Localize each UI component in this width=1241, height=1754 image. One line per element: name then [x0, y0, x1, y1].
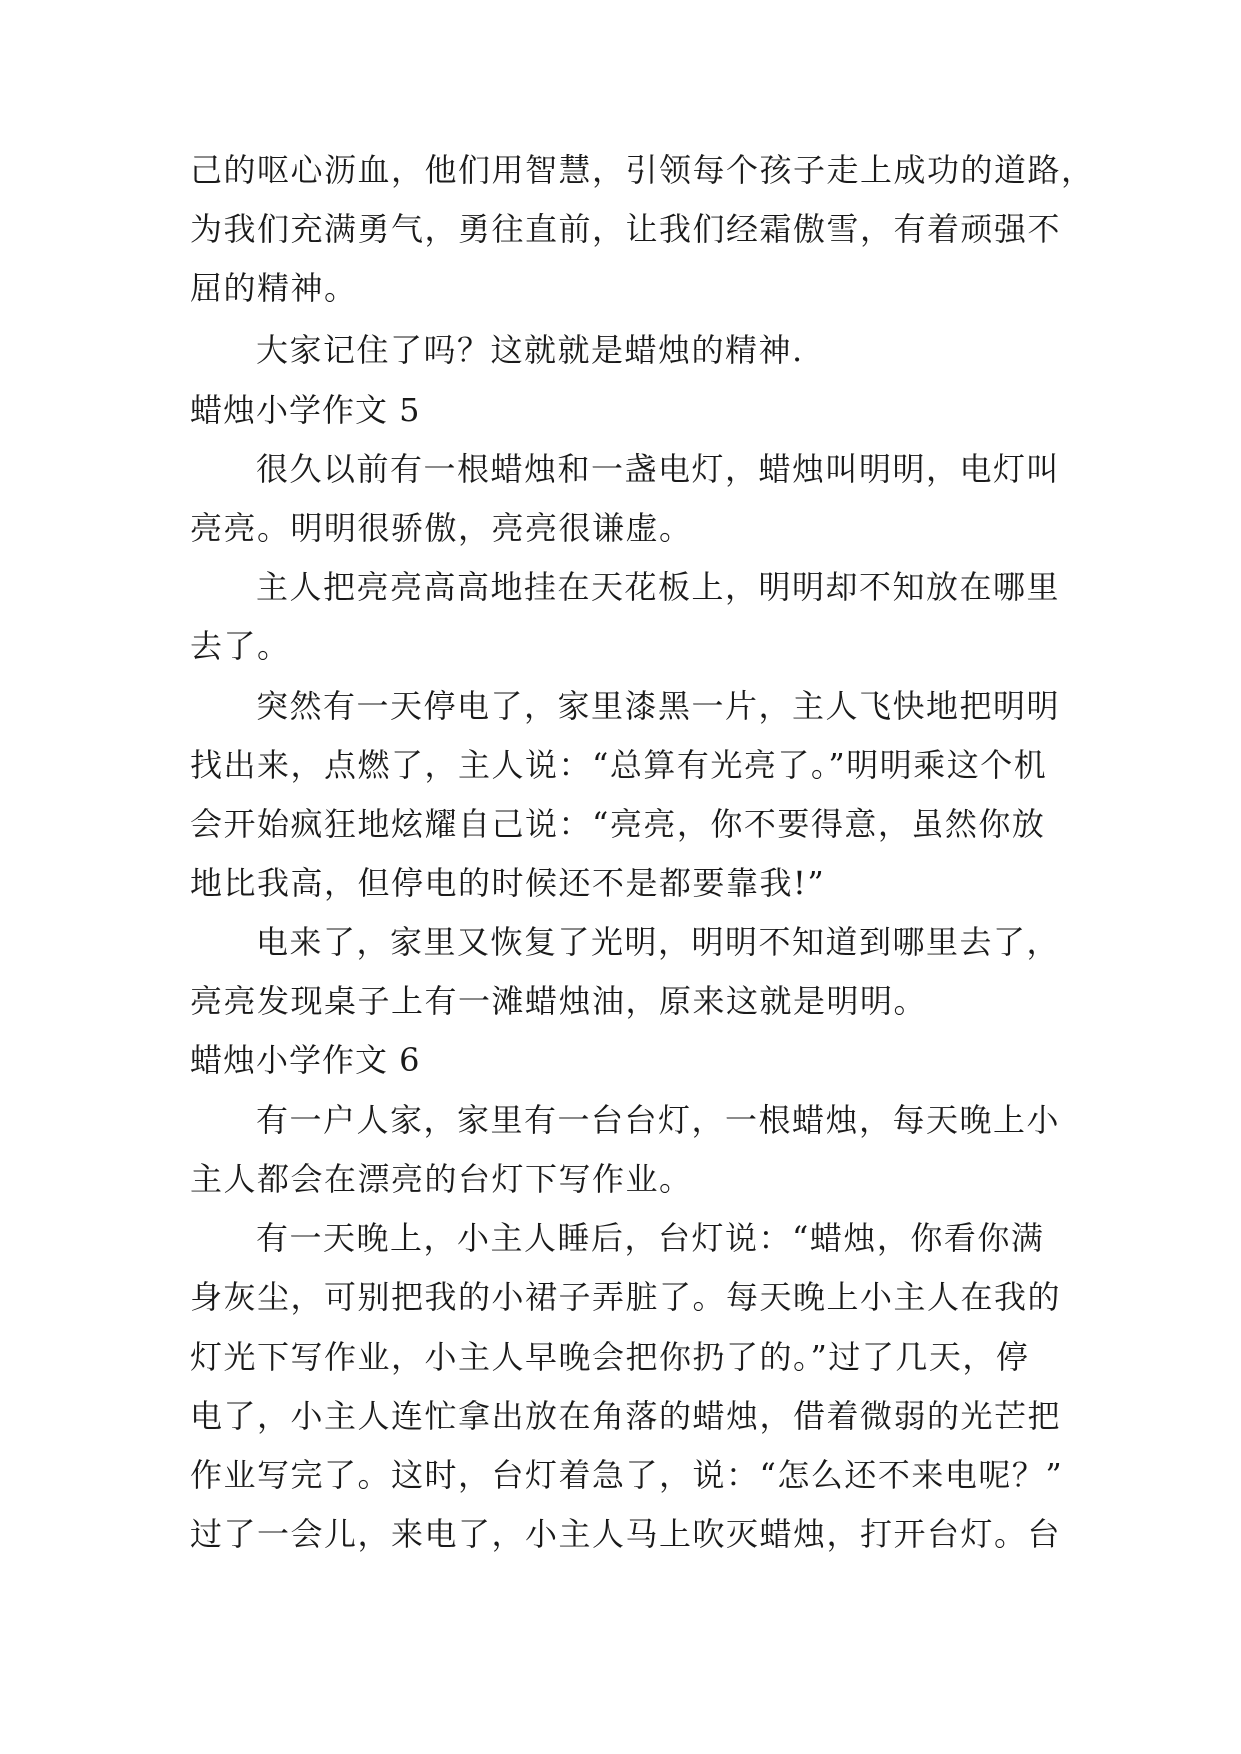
- paragraph-line: 身灰尘，可别把我的小裙子弄脏了。每天晚上小主人在我的: [190, 1278, 1062, 1316]
- paragraph-line: 很久以前有一根蜡烛和一盏电灯，蜡烛叫明明，电灯叫: [256, 450, 1061, 488]
- paragraph-line: 地比我高，但停电的时候还不是都要靠我!”: [190, 864, 826, 902]
- section-heading: 蜡烛小学作文 6: [190, 1041, 421, 1079]
- paragraph-line: 电来了，家里又恢复了光明，明明不知道到哪里去了，: [256, 923, 1061, 961]
- section-heading: 蜡烛小学作文 5: [190, 391, 421, 429]
- paragraph-line: 过了一会儿，来电了，小主人马上吹灭蜡烛，打开台灯。台: [190, 1515, 1062, 1553]
- paragraph-line: 有一户人家，家里有一台台灯，一根蜡烛，每天晚上小: [256, 1101, 1061, 1139]
- paragraph-line: 灯光下写作业，小主人早晚会把你扔了的。”过了几天，停: [190, 1338, 1030, 1376]
- paragraph-line: 主人把亮亮高高地挂在天花板上，明明却不知放在哪里: [256, 568, 1061, 606]
- paragraph-line: 电了，小主人连忙拿出放在角落的蜡烛，借着微弱的光芒把: [190, 1397, 1062, 1435]
- paragraph-line: 突然有一天停电了，家里漆黑一片，主人飞快地把明明: [256, 687, 1061, 725]
- paragraph-line: 会开始疯狂地炫耀自己说：“亮亮，你不要得意，虽然你放: [190, 805, 1046, 843]
- paragraph-line: 大家记住了吗？这就就是蜡烛的精神.: [256, 331, 804, 369]
- paragraph-line: 找出来，点燃了，主人说：“总算有光亮了。”明明乘这个机: [190, 746, 1048, 784]
- paragraph-line: 亮亮。明明很骄傲，亮亮很谦虚。: [190, 509, 693, 547]
- paragraph-line: 为我们充满勇气，勇往直前，让我们经霜傲雪，有着顽强不: [190, 210, 1062, 248]
- paragraph-line: 亮亮发现桌子上有一滩蜡烛油，原来这就是明明。: [190, 982, 928, 1020]
- paragraph-line: 有一天晚上，小主人睡后，台灯说：“蜡烛，你看你满: [256, 1219, 1045, 1257]
- paragraph-line: 去了。: [190, 627, 291, 665]
- paragraph-line: 屈的精神。: [190, 269, 358, 307]
- paragraph-line: 作业写完了。这时，台灯着急了，说：“怎么还不来电呢？”: [190, 1456, 1064, 1494]
- paragraph-line: 主人都会在漂亮的台灯下写作业。: [190, 1160, 693, 1198]
- paragraph-line: 己的呕心沥血，他们用智慧，引领每个孩子走上成功的道路，: [190, 151, 1095, 189]
